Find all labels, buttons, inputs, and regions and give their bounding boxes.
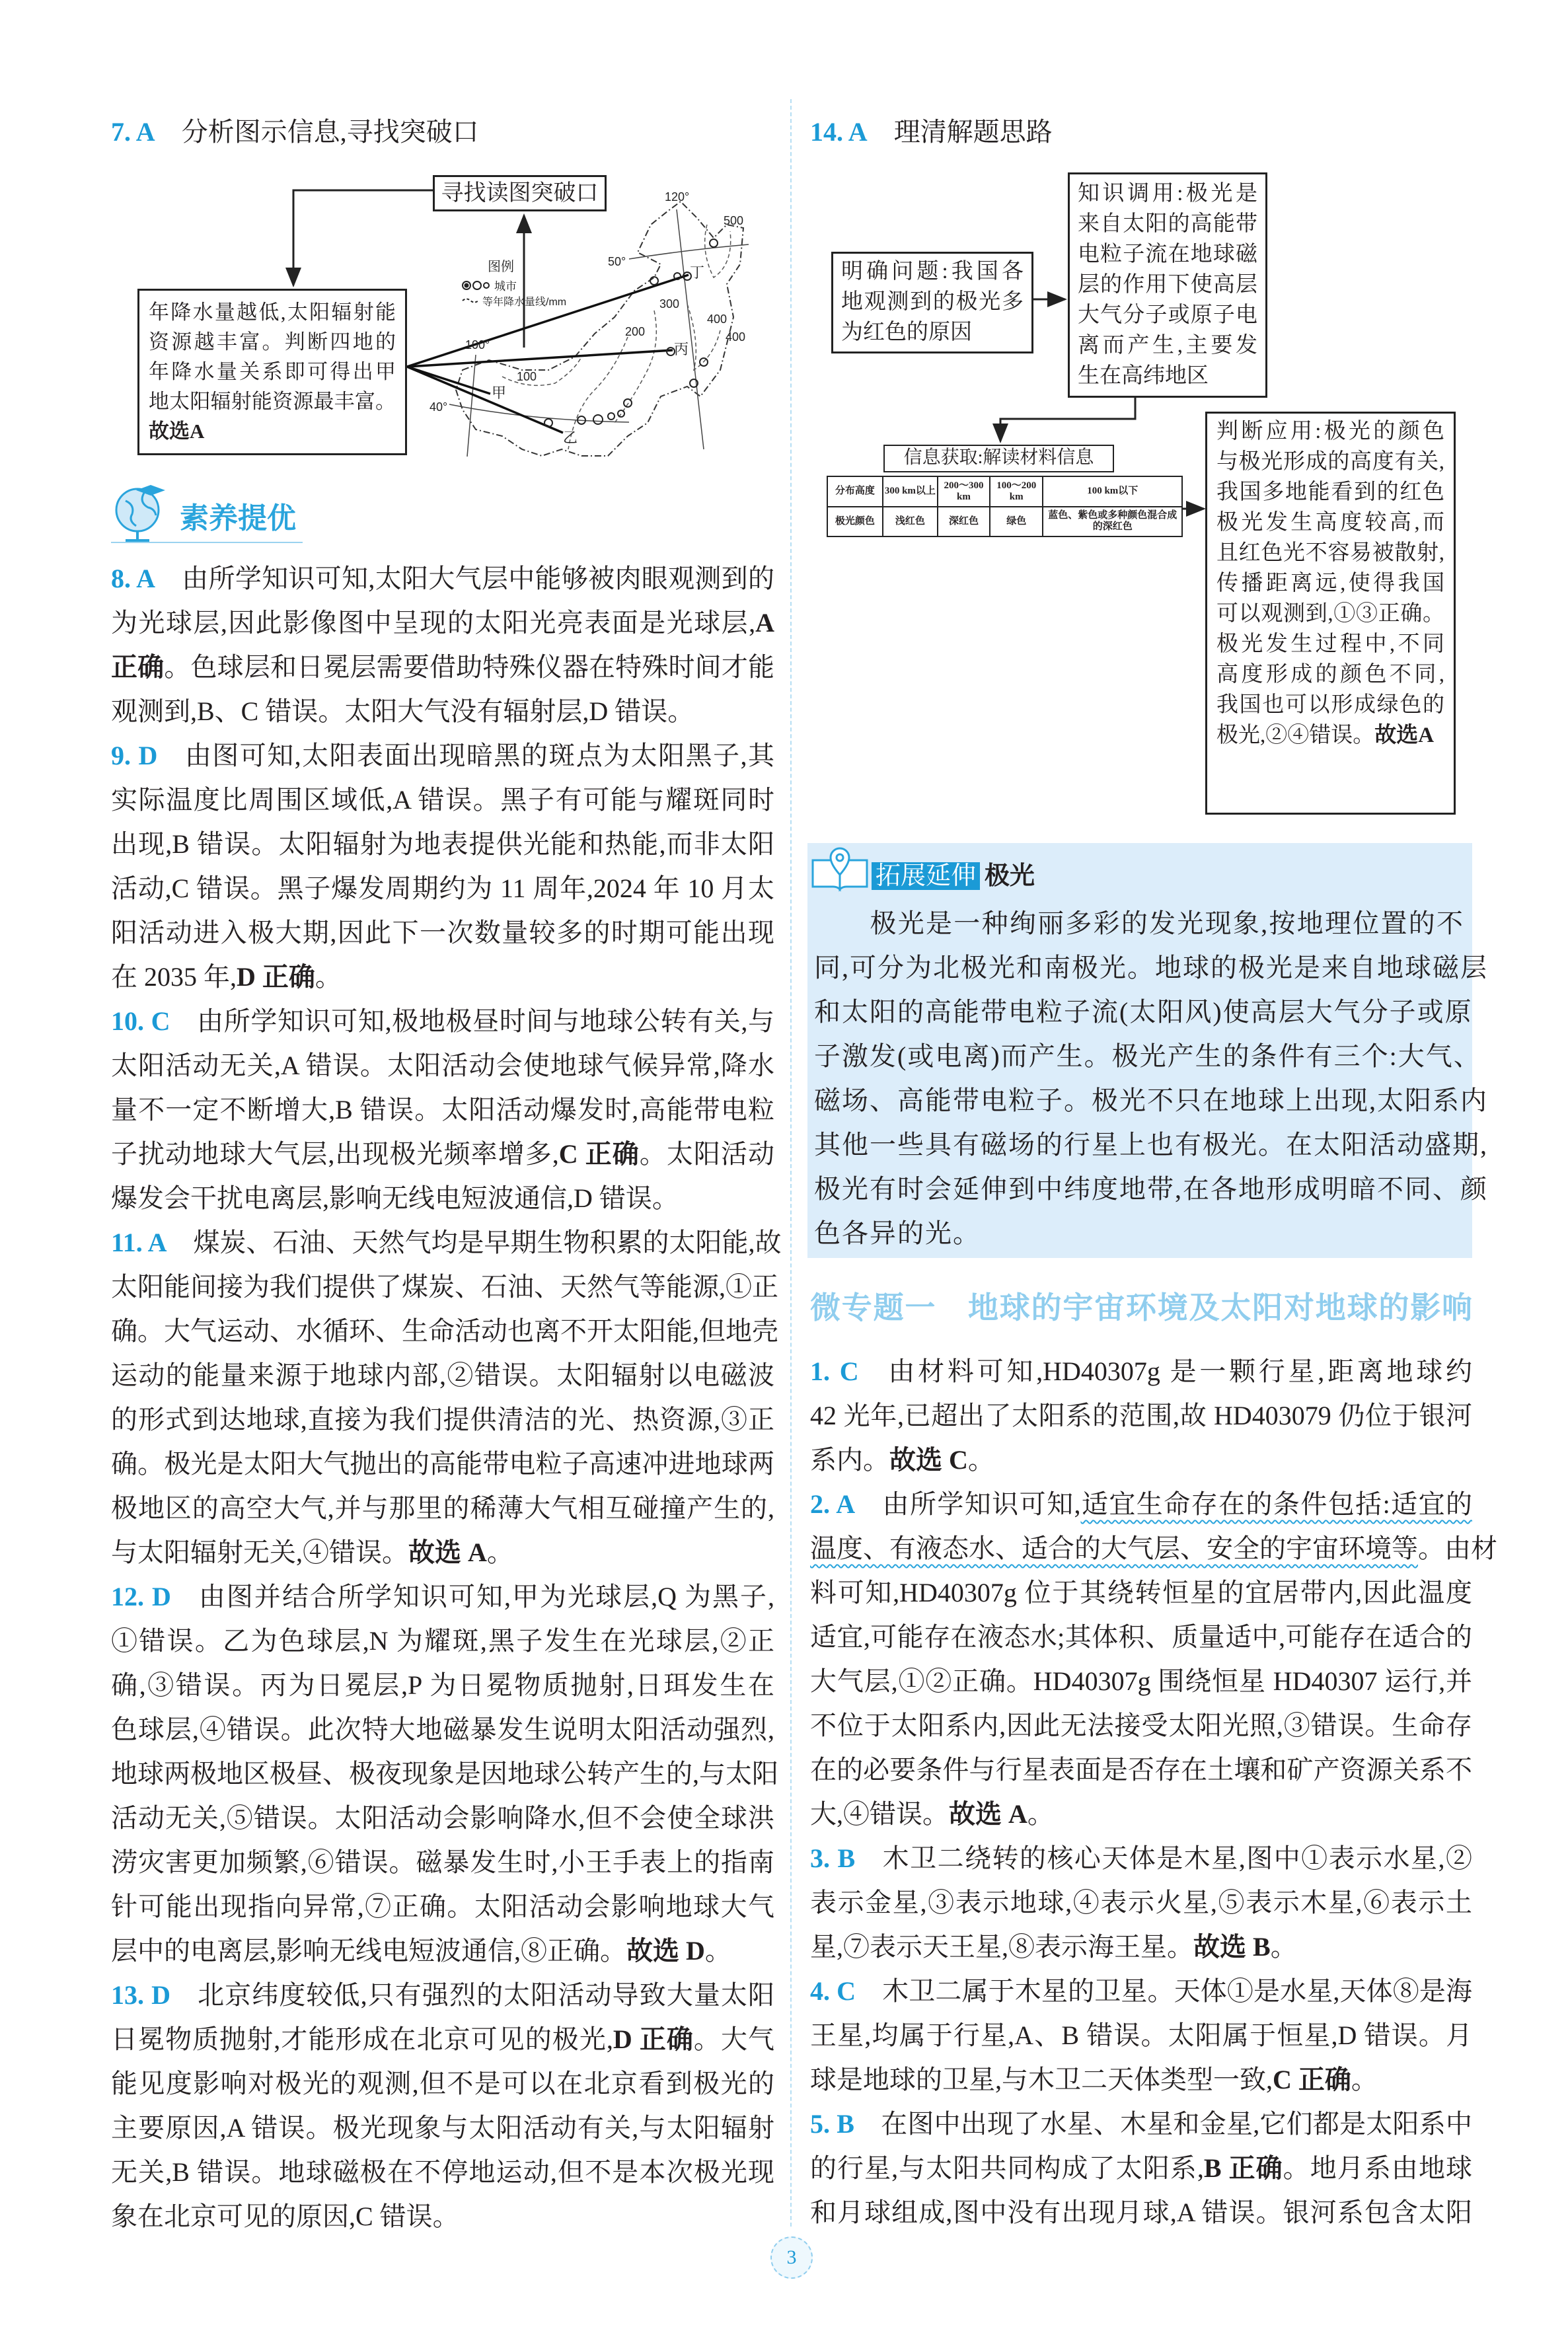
- text-span: 为光球层,因此影像图中呈现的太阳光亮表面是光球层,: [111, 608, 756, 638]
- text-line: [810, 1349, 1472, 1393]
- text-line: [111, 601, 774, 645]
- box-text: 传播距离远,使得我国: [1216, 572, 1444, 595]
- text-span: 。: [967, 1445, 994, 1475]
- box-text: 层的作用下使高层: [1078, 273, 1257, 297]
- meridian-100: [467, 355, 476, 457]
- box-text: 极光,②④错误。: [1216, 723, 1375, 747]
- label-iso-400: 400: [726, 330, 746, 344]
- text-span: 确。极光是太阳大气抛出的高能带电粒子高速冲进地球两: [111, 1449, 774, 1479]
- question-14-heading: [810, 110, 1472, 154]
- answer-paragraph: [111, 733, 774, 999]
- emphasis-text: C 正确: [558, 1139, 640, 1169]
- text-span: 的行星,与太阳共同构成了太阳系,: [810, 2153, 1204, 2183]
- text-line: [111, 645, 774, 689]
- label-lon-100: 100°: [465, 338, 490, 351]
- text-span: 太阳活动无关,A 错误。太阳活动会使地球气候异常,降水: [111, 1051, 774, 1080]
- text-line: [810, 2190, 1472, 2234]
- section-title: 素养提优: [180, 502, 296, 535]
- question-number: 10. C: [111, 1006, 170, 1036]
- text-line: [814, 901, 1464, 945]
- text-span: 子激发(或电离)而产生。极光产生的条件有三个:大气、: [814, 1041, 1481, 1071]
- text-line: [111, 2017, 774, 2061]
- text-line: [810, 2102, 1472, 2146]
- clarify-question-box: [831, 252, 1033, 353]
- text-span: 适宜,可能存在液态水;其体积、质量适中,可能存在适合的: [810, 1622, 1472, 1652]
- text-line: [814, 1123, 1488, 1167]
- text-line: [810, 1526, 1497, 1570]
- label-bing: 丙: [674, 341, 689, 357]
- text-span: 不位于太阳系内,因此无法接受太阳光照,③错误。生命存: [810, 1711, 1472, 1740]
- answer-text: 故选A: [149, 420, 205, 443]
- answer-paragraph: [111, 999, 774, 1220]
- wavy-underlined-text: 适宜生命存在的条件包括:适宜的: [1080, 1489, 1472, 1519]
- text-span: 和月球组成,图中没有出现月球,A 错误。银河系包含太阳: [810, 2197, 1472, 2227]
- text-line: [111, 1840, 774, 1884]
- box-line: [1078, 239, 1257, 270]
- box-text: 生在高纬地区: [1078, 364, 1209, 388]
- text-span: ①错误。乙为色球层,N 为耀斑,黑子发生在光球层,②正: [111, 1626, 774, 1656]
- question-title: 分析图示信息,寻找突破口: [181, 117, 479, 147]
- question-number: 7. A: [111, 117, 155, 147]
- text-line: [111, 1973, 774, 2017]
- text-span: 确。大气运动、水循环、生命活动也离不开太阳能,但地壳: [111, 1316, 778, 1346]
- table-cell: 100～200 km: [990, 476, 1043, 507]
- question-number: 11. A: [111, 1228, 167, 1257]
- text-line: [111, 2150, 774, 2194]
- text-line: [111, 955, 774, 999]
- text-line: [111, 1353, 774, 1397]
- wavy-underlined-text: 温度、有液态水、适合的大气层、安全的宇宙环境等: [810, 1533, 1418, 1563]
- extension-label: 拓展延伸: [872, 862, 980, 890]
- globe-icon: [111, 481, 170, 544]
- text-line: [111, 2194, 774, 2238]
- explanation-box: [137, 289, 407, 455]
- table-row: [827, 507, 1182, 537]
- isoline-500: [705, 225, 731, 277]
- emphasis-text: 故选 A: [949, 1799, 1027, 1829]
- text-line: [810, 1748, 1472, 1792]
- table-row: [827, 476, 1182, 507]
- box-text: 离而产生,主要发: [1078, 334, 1257, 357]
- table-cell: 深红色: [938, 507, 990, 537]
- box-text: 极光发生过程中,不同: [1216, 632, 1444, 656]
- box-text: 明确问题:我国各: [841, 260, 1024, 283]
- text-span: 主要原因,A 错误。极光现象与太阳活动有关,与太阳辐射: [111, 2113, 774, 2143]
- find-breakthrough-box: [433, 175, 607, 211]
- box-line: [1216, 416, 1444, 447]
- page-number: 3: [770, 2236, 813, 2279]
- text-span: 运动的能量来源于地球内部,②错误。太阳辐射以电磁波: [111, 1360, 774, 1390]
- judge-apply-box: [1205, 412, 1456, 815]
- text-line: [111, 1132, 774, 1176]
- box-text: 电粒子流在地球磁: [1078, 242, 1257, 266]
- text-line: [810, 1482, 1472, 1526]
- box-text: 寻找读图突破口: [441, 181, 599, 205]
- box-text: 大气分子或原子电: [1078, 303, 1257, 327]
- emphasis-text: 故选 A: [408, 1537, 487, 1567]
- text-span: 。地月系由地球: [1283, 2153, 1472, 2183]
- box-text: 来自太阳的高能带: [1078, 212, 1257, 236]
- box-line: [1216, 447, 1444, 477]
- text-span: 其他一些具有磁场的行星上也有极光。在太阳活动盛期,: [814, 1130, 1488, 1160]
- text-line: [111, 1220, 782, 1265]
- text-span: 。色球层和日冕层需要借助特殊仪器在特殊时间才能: [164, 652, 775, 682]
- box-line: [1216, 568, 1444, 599]
- box-text: 为红色的原因: [841, 320, 972, 344]
- label-iso-400: 400: [707, 313, 728, 326]
- text-span: 由图并结合所学知识可知,甲为光球层,Q 为黑子,: [197, 1582, 775, 1611]
- text-line: [810, 1393, 1472, 1438]
- text-span: 阳活动进入极大期,因此下一次数量较多的时期可能出现: [111, 918, 774, 947]
- label-iso-200: 200: [625, 325, 646, 338]
- text-span: 涝灾害更加频繁,⑥错误。磁暴发生时,小王手表上的指南: [111, 1847, 774, 1877]
- section-header-suyang: [111, 481, 309, 544]
- box-text: 地观测到的极光多: [841, 290, 1024, 314]
- box-line: [1216, 507, 1444, 538]
- label-iso-300: 300: [659, 297, 680, 311]
- text-line: [814, 1034, 1481, 1078]
- box-line: [1216, 477, 1444, 507]
- text-line: [810, 1438, 1472, 1482]
- aurora-table: [827, 476, 1183, 537]
- box-text: 我国也可以形成绿色的: [1216, 693, 1444, 717]
- box-line: [1078, 270, 1257, 300]
- emphasis-text: 正确: [111, 652, 165, 682]
- box-line: [1078, 209, 1257, 239]
- text-span: 木卫二绕转的核心天体是木星,图中①表示水星,②: [881, 1843, 1472, 1873]
- emphasis-text: 故选 C: [889, 1445, 968, 1475]
- text-span: 的形式到达地球,直接为我们提供清洁的光、热资源,③正: [111, 1405, 774, 1434]
- text-span: 出现,B 错误。太阳辐射为地表提供光能和热能,而非太阳: [111, 829, 774, 859]
- legend-isoline: 等年降水量线/mm: [482, 297, 567, 308]
- box-line: [1216, 629, 1444, 659]
- text-span: 在图中出现了水星、木星和金星,它们都是太阳系中: [880, 2109, 1472, 2139]
- text-line: [111, 866, 774, 910]
- text-span: 活动无关,⑤错误。太阳活动会影响降水,但不会使全球洪: [111, 1803, 774, 1833]
- text-span: 系内。: [810, 1445, 889, 1475]
- text-line: [111, 733, 774, 778]
- answer-paragraph: [111, 1973, 774, 2238]
- text-line: [111, 1796, 774, 1840]
- text-line: [814, 1167, 1488, 1211]
- meridian-120: [677, 209, 704, 449]
- text-line: [810, 1615, 1472, 1659]
- question-title: 理清解题思路: [893, 117, 1053, 147]
- box-text: 可以观测到,①③正确。: [1216, 602, 1444, 626]
- box-line: [1216, 659, 1444, 690]
- knowledge-box: [1068, 172, 1267, 398]
- table-cell: 蓝色、紫色或多种颜色混合成的深红色: [1043, 507, 1182, 537]
- text-span: 42 光年,已超出了太阳系的范围,故 HD403079 仍位于银河: [810, 1401, 1472, 1430]
- text-span: 。: [1270, 1932, 1297, 1962]
- question-number: 12. D: [111, 1582, 171, 1611]
- box-line: [149, 357, 396, 387]
- text-line: [810, 1659, 1472, 1703]
- text-span: 观测到,B、C 错误。太阳大气没有辐射层,D 错误。: [111, 696, 694, 726]
- text-span: 和太阳的高能带电粒子流(太阳风)使高层大气分子或原: [814, 997, 1473, 1027]
- text-line: [111, 910, 774, 955]
- left-answers: [111, 556, 782, 2238]
- legend-city: 城市: [494, 280, 517, 293]
- text-span: 北京纬度较低,只有强烈的太阳活动导致大量太阳: [196, 1980, 775, 2010]
- text-span: 由所学知识可知,: [881, 1489, 1081, 1519]
- question-number: 8. A: [111, 564, 155, 593]
- emphasis-text: D 正确: [613, 2024, 694, 2054]
- legend-title: 图例: [488, 260, 514, 274]
- text-line: [111, 2106, 774, 2150]
- text-span: 。: [315, 962, 342, 992]
- question-number: 14. A: [810, 117, 868, 147]
- box-line: [1216, 720, 1444, 751]
- text-span: 象在北京可见的原因,C 错误。: [111, 2201, 459, 2231]
- text-line: [111, 556, 774, 601]
- question-number: 2. A: [810, 1489, 856, 1519]
- pointer-line-yi: [407, 367, 563, 433]
- box-text: 知识调用:极光是: [1078, 182, 1257, 205]
- answer-paragraph: [810, 1836, 1472, 1969]
- text-span: 。太阳活动: [639, 1139, 775, 1169]
- text-span: 表示金星,③表示地球,④表示火星,⑤表示木星,⑥表示土: [810, 1888, 1472, 1917]
- text-span: 能见度影响对极光的观测,但不是可以在北京看到极光的: [111, 2069, 774, 2098]
- text-line: [111, 778, 774, 822]
- text-span: 地球两极地区极昼、极夜现象是因地球公转产生的,与太阳: [111, 1759, 778, 1789]
- table-cell: 分布高度: [827, 476, 883, 507]
- text-span: 。: [1027, 1799, 1054, 1829]
- box-text: 与极光形成的高度有关,: [1216, 450, 1444, 474]
- text-span: 由材料可知,HD40307g 是一颗行星,距离地球约: [885, 1356, 1473, 1386]
- text-line: [810, 1880, 1472, 1925]
- text-line: [814, 1211, 1464, 1255]
- text-span: 。: [486, 1537, 513, 1567]
- micro-topic-title: 微专题一 地球的宇宙环境及太阳对地球的影响: [810, 1291, 1472, 1325]
- label-iso-100: 100: [517, 370, 537, 383]
- text-span: 。大气: [693, 2024, 775, 2054]
- label-jia: 甲: [492, 385, 507, 401]
- text-span: 大气层,①②正确。HD40307g 围绕恒星 HD40307 运行,并: [810, 1666, 1472, 1696]
- text-line: [111, 1309, 778, 1353]
- text-span: 日冕物质抛射,才能形成在北京可见的极光,: [111, 2024, 613, 2054]
- text-span: 大,④错误。: [810, 1799, 949, 1829]
- text-line: [111, 1574, 774, 1619]
- text-span: 。: [704, 1936, 731, 1966]
- text-line: [111, 1707, 774, 1752]
- text-line: [111, 1397, 774, 1442]
- label-lat-50: 50°: [608, 255, 626, 268]
- text-line: [111, 1884, 774, 1929]
- text-line: [810, 2057, 1472, 2102]
- emphasis-text: A: [755, 608, 774, 638]
- text-span: 极地区的高空大气,并与那里的稀薄大气相互碰撞产生的,: [111, 1493, 774, 1523]
- text-line: [111, 1752, 778, 1796]
- table-cell: 极光颜色: [827, 507, 883, 537]
- box-line: [149, 387, 396, 416]
- box-line: [1078, 361, 1257, 391]
- box-text: 资源越丰富。判断四地的: [149, 330, 396, 353]
- info-acquire-box: [883, 445, 1114, 472]
- box-text: 信息获取:解读材料信息: [903, 447, 1094, 468]
- answer-paragraph: [810, 2102, 1472, 2234]
- text-span: 爆发会干扰电离层,影响无线电短波通信,D 错误。: [111, 1183, 679, 1213]
- box-text: 我国多地能看到的红色: [1216, 480, 1444, 504]
- answer-paragraph: [810, 1969, 1472, 2102]
- text-line: [111, 1265, 778, 1309]
- box-text: 极光发生高度较高,而: [1216, 511, 1444, 535]
- right-answers: [810, 1349, 1497, 2234]
- text-span: 球是地球的卫星,与木卫二天体类型一致,: [810, 2065, 1273, 2094]
- box-text: 年降水量越低,太阳辐射能: [149, 301, 396, 324]
- box-line: [1078, 300, 1257, 330]
- text-span: 在 2035 年,: [111, 962, 237, 992]
- text-span: 活动,C 错误。黑子爆发周期约为 11 周年,2024 年 10 月太: [111, 873, 774, 903]
- text-line: [814, 990, 1473, 1034]
- box-line: [1216, 599, 1444, 629]
- question-number: 4. C: [810, 1976, 856, 2006]
- text-span: 。由材: [1418, 1533, 1497, 1563]
- text-span: 实际温度比周围区域低,A 错误。黑子有可能与耀斑同时: [111, 785, 774, 815]
- label-yi: 乙: [563, 429, 578, 446]
- book-pin-icon: [810, 847, 870, 893]
- text-line: [111, 1929, 774, 1973]
- connector-arrow: [293, 190, 433, 285]
- label-ding: 丁: [690, 264, 705, 281]
- text-span: 色球层,④错误。此次特大地磁暴发生说明太阳活动强烈,: [111, 1715, 774, 1744]
- text-line: [810, 2146, 1472, 2190]
- text-span: 磁场、高能带电粒子。极光不只在地球上出现,太阳系内: [814, 1086, 1488, 1115]
- text-line: [814, 945, 1488, 990]
- text-line: [111, 2061, 774, 2106]
- table-cell: 200～300 km: [938, 476, 990, 507]
- text-span: 极光有时会延伸到中纬度地带,在各地形成明暗不同、颜: [814, 1174, 1488, 1204]
- text-line: [810, 1969, 1472, 2013]
- text-span: 木卫二属于木星的卫星。天体①是水星,天体⑧是海: [882, 1976, 1473, 2006]
- text-line: [810, 1792, 1472, 1836]
- text-line: [111, 999, 774, 1043]
- box-line: [1216, 690, 1444, 720]
- text-span: 确,③错误。丙为日冕层,P 为日冕物质抛射,日珥发生在: [111, 1670, 774, 1700]
- question-number: 13. D: [111, 1980, 170, 2010]
- question-number: 5. B: [810, 2109, 854, 2139]
- text-span: 在的必要条件与行星表面是否存在土壤和矿产资源关系不: [810, 1755, 1472, 1785]
- text-span: 层中的电离层,影响无线电短波通信,⑧正确。: [111, 1936, 626, 1966]
- table-cell: 绿色: [990, 507, 1043, 537]
- extension-text: [814, 901, 1488, 1255]
- text-line: [810, 2013, 1472, 2057]
- text-span: 由所学知识可知,极地极昼时间与地球公转有关,与: [196, 1006, 775, 1036]
- text-line: [111, 1619, 774, 1663]
- text-span: 料可知,HD40307g 位于其绕转恒星的宜居带内,因此温度: [810, 1578, 1472, 1607]
- box-text: 高度形成的颜色不同,: [1216, 663, 1444, 686]
- box-text: 地太阳辐射能资源最丰富。: [149, 390, 396, 413]
- text-line: [111, 1663, 774, 1707]
- box-line: [1216, 538, 1444, 568]
- box-line: [149, 297, 396, 327]
- text-line: [810, 1570, 1472, 1615]
- text-span: 煤炭、石油、天然气均是早期生物积累的太阳能,故: [193, 1228, 782, 1257]
- text-line: [810, 1836, 1472, 1880]
- label-lat-40: 40°: [429, 400, 448, 414]
- answer-paragraph: [810, 1349, 1472, 1482]
- emphasis-text: B 正确: [1203, 2153, 1283, 2183]
- text-span: 量不一定不断增大,B 错误。太阳活动爆发时,高能带电粒: [111, 1095, 774, 1125]
- text-span: 与太阳辐射无关,④错误。: [111, 1537, 408, 1567]
- label-iso-500: 500: [724, 214, 744, 227]
- text-span: 由所学知识可知,太阳大气层中能够被肉眼观测到的: [181, 564, 774, 593]
- answer-paragraph: [111, 1220, 782, 1574]
- label-lon-120: 120°: [665, 190, 690, 203]
- text-line: [814, 1078, 1488, 1123]
- text-span: 色各异的光。: [814, 1218, 981, 1248]
- emphasis-text: 故选 B: [1193, 1932, 1271, 1962]
- parallel-50: [629, 244, 749, 259]
- box-text: 判断应用:极光的颜色: [1216, 420, 1444, 443]
- text-line: [810, 1703, 1472, 1748]
- emphasis-text: 故选 D: [626, 1936, 705, 1966]
- answer-paragraph: [810, 1482, 1497, 1836]
- section-underline: [111, 542, 303, 543]
- box-text: 年降水量关系即可得出甲: [149, 360, 396, 383]
- answer-line: [149, 416, 396, 446]
- text-span: 星,⑦表示天王星,⑧表示海王星。: [810, 1932, 1193, 1962]
- box-text: 且红色光不容易被散射,: [1216, 541, 1444, 565]
- box-line: [841, 256, 1024, 287]
- extension-title: 极光: [985, 862, 1035, 890]
- text-span: 子扰动地球大气层,出现极光频率增多,: [111, 1139, 559, 1169]
- text-span: 由图可知,太阳表面出现暗黑的斑点为太阳黑子,其: [184, 741, 775, 770]
- question-number: 3. B: [810, 1843, 856, 1873]
- question-number: 9. D: [111, 741, 158, 770]
- emphasis-text: D 正确: [237, 962, 315, 992]
- box-line: [1078, 178, 1257, 209]
- box-line: [841, 287, 1024, 317]
- text-line: [111, 822, 774, 866]
- box-line: [841, 317, 1024, 348]
- answer-paragraph: [111, 556, 774, 733]
- table-cell: 浅红色: [883, 507, 938, 537]
- answer-text: 故选A: [1374, 723, 1435, 747]
- text-line: [111, 689, 774, 733]
- table-cell: 100 km以下: [1043, 476, 1182, 507]
- text-line: [810, 1925, 1472, 1969]
- box-line: [1078, 330, 1257, 361]
- text-line: [111, 1176, 774, 1220]
- text-span: 针可能出现指向异常,⑦正确。太阳活动会影响地球大气: [111, 1892, 774, 1921]
- text-line: [111, 1486, 774, 1530]
- text-span: 太阳能间接为我们提供了煤炭、石油、天然气等能源,①正: [111, 1272, 778, 1302]
- text-line: [111, 1442, 774, 1486]
- text-span: 无关,B 错误。地球磁极在不停地运动,但不是本次极光现: [111, 2157, 774, 2187]
- text-span: 。: [1351, 2065, 1378, 2094]
- answer-paragraph: [111, 1574, 778, 1973]
- question-number: 1. C: [810, 1356, 859, 1386]
- emphasis-text: C 正确: [1273, 2065, 1351, 2094]
- text-span: 王星,均属于行星,A、B 错误。太阳属于恒星,D 错误。月: [810, 2020, 1472, 2050]
- table-cell: 300 km以上: [883, 476, 938, 507]
- text-span: 极光是一种绚丽多彩的发光现象,按地理位置的不: [814, 908, 1464, 938]
- connector-arrow: [1000, 396, 1135, 441]
- box-line: [149, 327, 396, 357]
- text-line: [111, 1043, 774, 1088]
- text-span: 同,可分为北极光和南极光。地球的极光是来自地球磁层: [814, 953, 1488, 982]
- text-line: [111, 1088, 774, 1132]
- text-line: [111, 1530, 774, 1574]
